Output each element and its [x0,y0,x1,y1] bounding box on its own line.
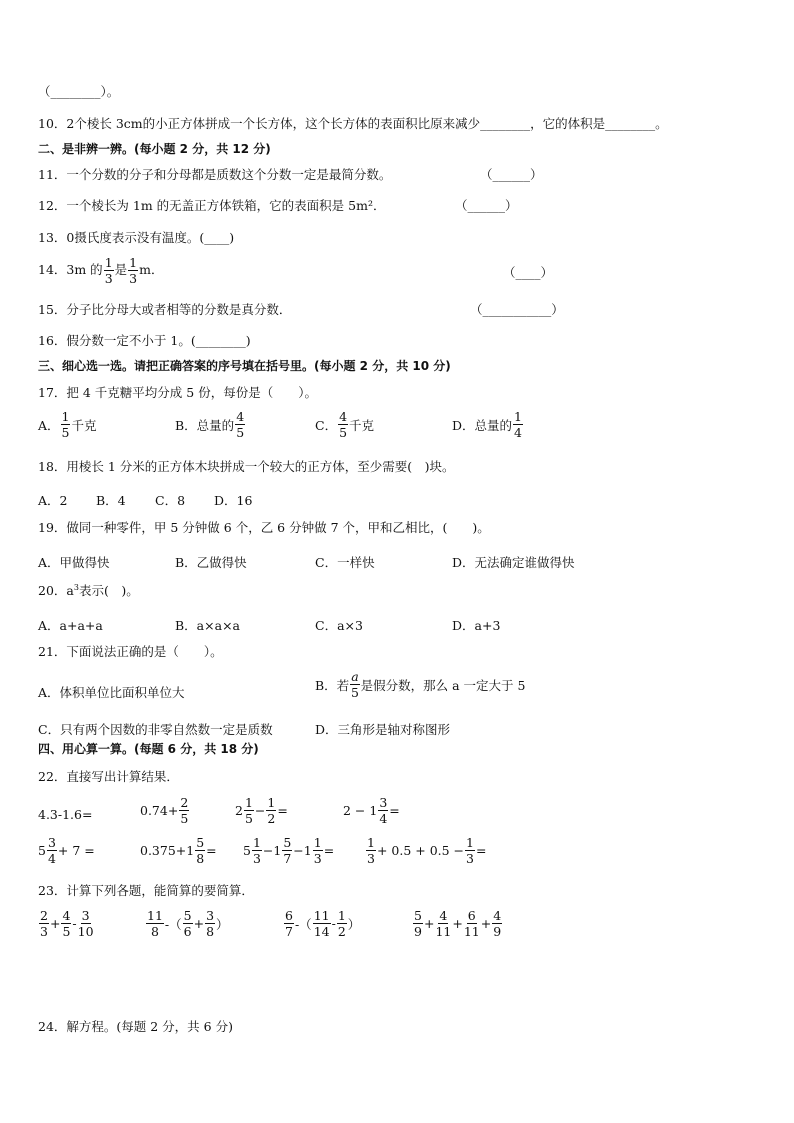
question-24: 24．解方程。(每题 2 分，共 6 分) [38,1019,233,1034]
q21-option-b[interactable]: B．若 a 5 是假分数，那么 a 一定大于 5 [315,669,526,701]
question-14 [38,256,163,285]
q20-option-a[interactable]: A．a+a+a [38,618,103,633]
q22-item-7: 5 1 3 −1 5 7 −1 $\frac{1}{3}$ = [243,835,335,867]
q19-option-a[interactable]: A．甲做得快 [38,555,110,570]
q20-option-b[interactable]: B．a×a×a [175,618,240,633]
q20-option-c[interactable]: C．a×3 [315,618,363,633]
q23-expression-1: 2 3 + $\frac{4}{5}$ - 3 10 [40,908,94,940]
q14-fraction-2: 1 3 [129,255,138,287]
question-15: 15．分子比分母大或者相等的分数是真分数． [38,302,292,317]
question-21: 21．下面说法正确的是（ ）。 [38,644,223,659]
question-18: 18．用棱长 1 分米的正方体木块拼成一个较大的正方体，至少需要( )块。 [38,459,455,474]
question-16: 16．假分数一定不小于 1。(________) [38,333,251,348]
q14-answer-blank[interactable]: （____） [503,265,554,280]
q22-item-8: 1 3 + 0.5 + 0.5 − $\frac{1}{3}$ = [367,835,487,867]
q18-option-b[interactable]: B．4 [96,493,126,508]
q11-answer-blank[interactable]: （______） [480,167,543,182]
q22-item-1: 4.3-1.6= [38,807,93,822]
q19-option-b[interactable]: B．乙做得快 [175,555,247,570]
q23-expression-4: 5 9 + $\frac{4}{11}$ + $\frac{6}{11}$ + $\frac{4}{9}$ [414,908,502,940]
q19-option-c[interactable]: C．一样快 [315,555,375,570]
question-23: 23．计算下列各题，能简算的要简算． [38,883,254,898]
q17-option-d[interactable]: D．总量的 1 4 [452,409,522,441]
section-2-heading: 二、是非辨一辨。(每小题 2 分，共 12 分) [38,142,271,156]
question-11: 11．一个分数的分子和分母都是质数这个分数一定是最简分数。 [38,167,392,182]
q17-option-c[interactable]: C． 4 5 千克 [315,409,375,441]
question-19: 19．做同一种零件，甲 5 分钟做 6 个，乙 6 分钟做 7 个，甲和乙相比，( )。 [38,520,490,535]
q22-item-3: 2 1 5 − $\frac{1}{2}$ = [235,795,288,827]
question-22: 22．直接写出计算结果． [38,769,179,784]
q18-option-d[interactable]: D．16 [214,493,253,508]
q14-text-a: 14．3m 的 [38,262,103,278]
question-20: 20．$a^3$表示( )。 [38,583,139,599]
question-12: 12．一个棱长为 1m 的无盖正方体铁箱，它的表面积是 5m²． [38,198,386,213]
q17-option-b[interactable]: B．总量的 4 5 [175,409,245,441]
q18-option-a[interactable]: A．2 [38,493,68,508]
q14-fraction-1: 1 3 [104,255,113,287]
q22-item-5: 5 3 4 + 7 = [38,835,95,867]
q23-expression-2: 11 8 -（ 5 6 + $\frac{3}{8}$ ） [147,908,229,940]
section-3-heading: 三、细心选一选。请把正确答案的序号填在括号里。(每小题 2 分，共 10 分) [38,359,451,373]
q21-option-a[interactable]: A．体积单位比面积单位大 [38,685,185,700]
q22-item-4: 2 − 1 $\frac{3}{4}$ = [343,795,400,827]
q15-answer-blank[interactable]: （___________） [470,302,564,317]
q22-item-6: 0.375+1 $\frac{5}{8}$ = [140,835,217,867]
q9-tail: （________）。 [38,84,120,99]
q14-text-c: m． [139,262,164,278]
q21-option-d[interactable]: D．三角形是轴对称图形 [315,722,451,737]
question-13: 13．0摄氏度表示没有温度。(____) [38,230,235,245]
q18-option-c[interactable]: C．8 [155,493,186,508]
section-4-heading: 四、用心算一算。(每题 6 分，共 18 分) [38,742,259,756]
q12-answer-blank[interactable]: （______） [455,198,518,213]
q23-expression-3: 6 7 -（ 11 14 - 1 2 ） [285,908,361,940]
q14-text-b: 是 [114,262,128,278]
q17-option-a[interactable]: A． 1 5 千克 [38,409,97,441]
q19-option-d[interactable]: D．无法确定谁做得快 [452,555,575,570]
q21-option-c[interactable]: C．只有两个因数的非零自然数一定是质数 [38,722,273,737]
q20-option-d[interactable]: D．a+3 [452,618,501,633]
q22-item-2: 0.74+ $\frac{2}{5}$ [140,795,189,827]
question-17: 17．把 4 千克糖平均分成 5 份，每份是（ ）。 [38,385,317,400]
question-10: 10．2个棱长 3cm的小正方体拼成一个长方体，这个长方体的表面积比原来减少________，它的体积是________。 [38,116,668,131]
